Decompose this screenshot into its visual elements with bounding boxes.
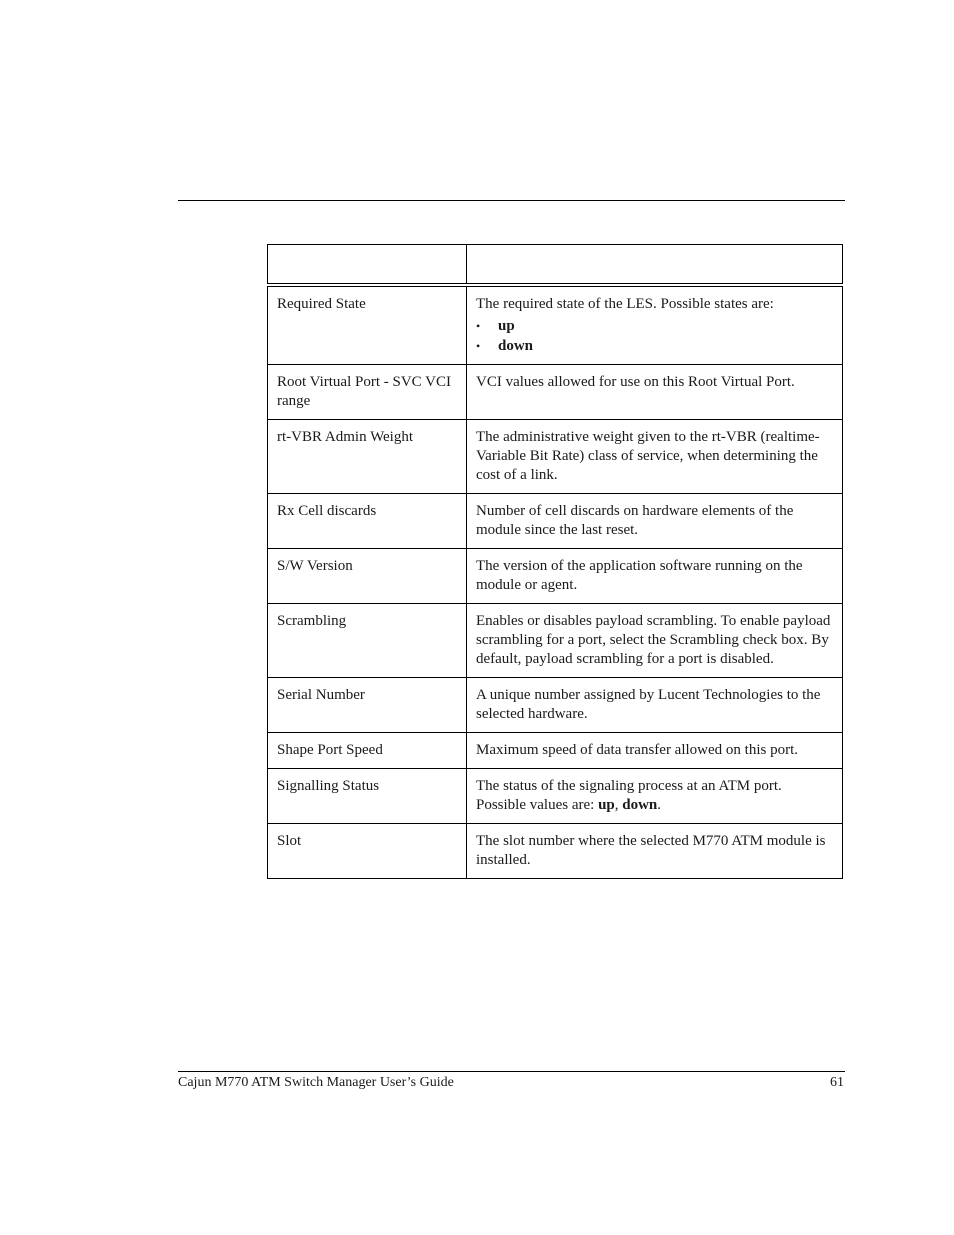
table-row bbox=[268, 285, 843, 365]
table-row bbox=[268, 365, 843, 420]
description-text: The required state of the LES. Possible states are: bbox=[476, 296, 774, 312]
value-up: up bbox=[598, 797, 615, 813]
table-row bbox=[268, 733, 843, 769]
term-cell: Signalling Status bbox=[268, 769, 467, 824]
term-cell: Root Virtual Port - SVC VCI range bbox=[268, 365, 467, 420]
description-cell: VCI values allowed for use on this Root Virtual Port. bbox=[467, 365, 843, 420]
term-cell: Serial Number bbox=[268, 678, 467, 733]
table-header-row bbox=[268, 245, 843, 286]
page-number: 61 bbox=[830, 1075, 844, 1090]
description-cell: Enables or disables payload scrambling. To enable payload scrambling for a port, select the Scrambling check box. By default, payload scrambling for a port is disabled. bbox=[467, 604, 843, 678]
value-separator: , bbox=[614, 797, 623, 813]
description-cell: A unique number assigned by Lucent Technologies to the selected hardware. bbox=[467, 678, 843, 733]
description-cell bbox=[467, 769, 843, 824]
footer-title: Cajun M770 ATM Switch Manager User’s Guide bbox=[178, 1075, 454, 1090]
bullet-icon: • bbox=[476, 319, 481, 333]
description-text: The status of the signaling process at an ATM port. Possible values are: bbox=[476, 778, 782, 813]
value-down: down bbox=[622, 797, 658, 813]
header-description bbox=[467, 245, 843, 286]
footer-rule bbox=[178, 1071, 845, 1072]
header-rule bbox=[178, 200, 845, 201]
table-row bbox=[268, 678, 843, 733]
header-term bbox=[268, 245, 467, 286]
table-row bbox=[268, 420, 843, 494]
glossary-table bbox=[267, 244, 843, 879]
description-cell: The version of the application software running on the module or agent. bbox=[467, 549, 843, 604]
table-row bbox=[268, 549, 843, 604]
table-row bbox=[268, 604, 843, 678]
term-cell: Scrambling bbox=[268, 604, 467, 678]
description-cell: Maximum speed of data transfer allowed on this port. bbox=[467, 733, 843, 769]
option-down: down bbox=[498, 338, 534, 354]
description-cell: The slot number where the selected M770 ATM module is installed. bbox=[467, 824, 843, 879]
term-cell: Required State bbox=[268, 285, 467, 365]
description-cell: Number of cell discards on hardware elements of the module since the last reset. bbox=[467, 494, 843, 549]
term-cell: S/W Version bbox=[268, 549, 467, 604]
term-cell: Slot bbox=[268, 824, 467, 879]
description-cell bbox=[467, 285, 843, 365]
option-up: up bbox=[498, 318, 515, 334]
table-row bbox=[268, 769, 843, 824]
options-list bbox=[476, 316, 834, 356]
description-suffix: . bbox=[657, 797, 662, 813]
description-cell: The administrative weight given to the rt-VBR (realtime-Variable Bit Rate) class of service, when determining the cost of a link. bbox=[467, 420, 843, 494]
term-cell: Rx Cell discards bbox=[268, 494, 467, 549]
bullet-icon: • bbox=[476, 339, 481, 353]
list-item bbox=[476, 336, 834, 356]
table-row bbox=[268, 494, 843, 549]
list-item bbox=[476, 316, 834, 336]
table-row bbox=[268, 824, 843, 879]
term-cell: rt-VBR Admin Weight bbox=[268, 420, 467, 494]
term-cell: Shape Port Speed bbox=[268, 733, 467, 769]
